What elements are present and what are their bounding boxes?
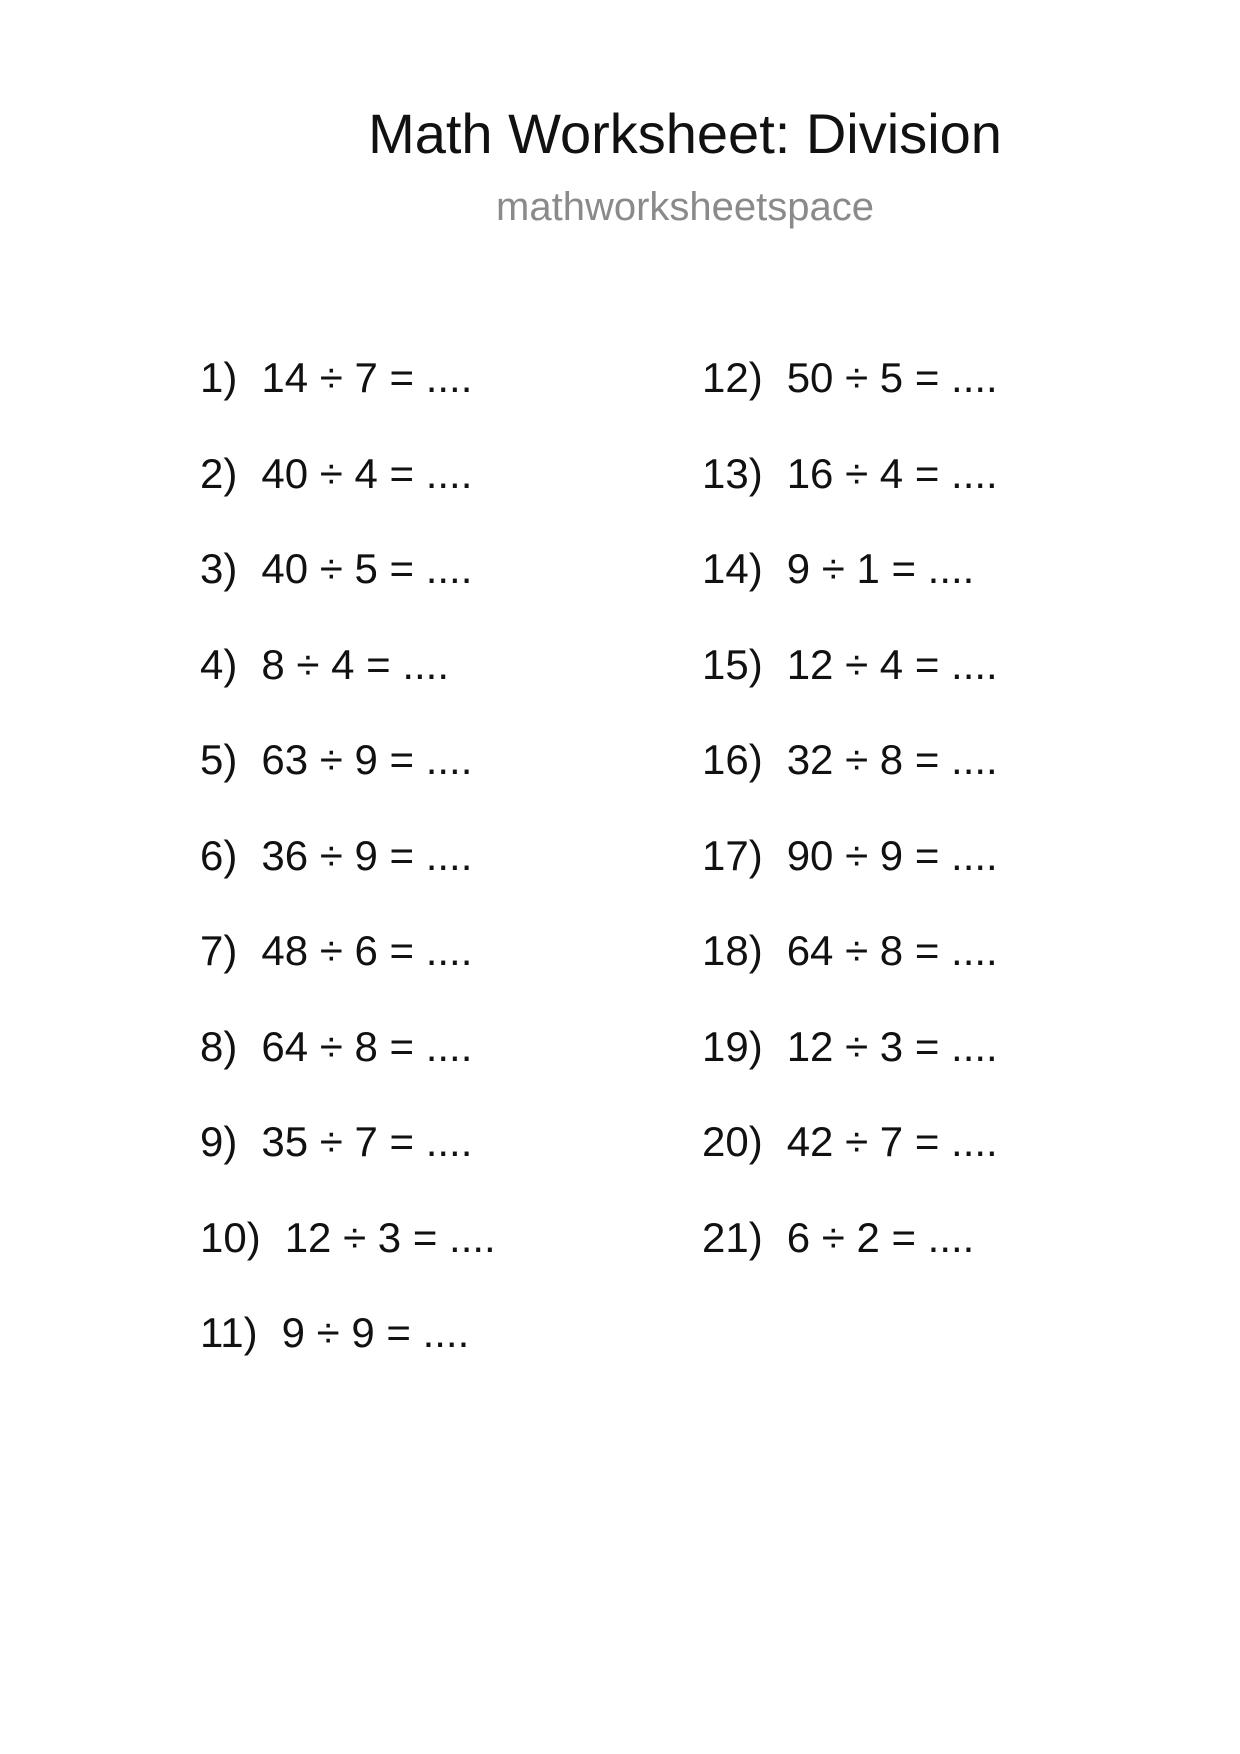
problem-number: 2): [200, 449, 238, 497]
problem-expression: 32 ÷ 8 = ....: [786, 736, 998, 783]
problem-item: [702, 736, 998, 832]
problem-item: [702, 1214, 998, 1310]
problem-number: 17): [702, 831, 763, 879]
problem-number: 8): [200, 1022, 238, 1070]
problem-expression: 12 ÷ 3 = ....: [786, 1022, 998, 1070]
problem-item: [702, 450, 998, 546]
problem-item: [702, 354, 998, 450]
problem-expression: 64 ÷ 8 = ....: [261, 1022, 473, 1070]
problem-item: [200, 1214, 496, 1310]
problem-expression: 40 ÷ 5 = ....: [261, 545, 473, 592]
problem-expression: 50 ÷ 5 = ....: [786, 354, 998, 401]
problem-expression: 14 ÷ 7 = ....: [261, 354, 473, 401]
problem-expression: 16 ÷ 4 = ....: [786, 449, 998, 497]
problem-item: [702, 641, 998, 737]
problem-expression: 35 ÷ 7 = ....: [261, 1118, 473, 1165]
problem-number: 1): [200, 354, 238, 401]
problems-right-column: [702, 354, 998, 1309]
problem-item: [702, 832, 998, 928]
problem-number: 16): [702, 736, 763, 783]
problem-item: [200, 832, 496, 928]
problem-number: 21): [702, 1213, 763, 1261]
page-title: Math Worksheet: Division: [368, 102, 1002, 165]
problem-expression: 9 ÷ 9 = ....: [281, 1309, 470, 1356]
problem-item: [702, 545, 998, 641]
page-subtitle: mathworksheetspace: [496, 185, 874, 229]
problem-expression: 64 ÷ 8 = ....: [786, 927, 998, 974]
problem-number: 14): [702, 545, 763, 592]
problem-item: [200, 736, 496, 832]
problem-expression: 9 ÷ 1 = ....: [786, 545, 975, 592]
problem-expression: 36 ÷ 9 = ....: [261, 831, 473, 879]
problem-item: [200, 545, 496, 641]
problem-number: 19): [702, 1022, 763, 1070]
problem-number: 7): [200, 927, 238, 974]
problem-expression: 6 ÷ 2 = ....: [786, 1213, 975, 1261]
problem-expression: 12 ÷ 4 = ....: [786, 640, 998, 688]
problem-number: 5): [200, 736, 238, 783]
problem-item: [702, 1118, 998, 1214]
problems-left-column: [200, 354, 496, 1405]
problem-number: 6): [200, 831, 238, 879]
problem-number: 13): [702, 449, 763, 497]
problem-expression: 48 ÷ 6 = ....: [261, 927, 473, 974]
problem-item: [702, 1023, 998, 1119]
problem-number: 10): [200, 1213, 261, 1261]
problem-item: [200, 354, 496, 450]
problem-item: [200, 1309, 496, 1405]
problem-expression: 63 ÷ 9 = ....: [261, 736, 473, 783]
problem-number: 3): [200, 545, 238, 592]
problem-number: 4): [200, 640, 238, 688]
problem-item: [200, 1023, 496, 1119]
problem-expression: 90 ÷ 9 = ....: [786, 831, 998, 879]
problem-item: [200, 450, 496, 546]
problem-item: [200, 927, 496, 1023]
problem-number: 20): [702, 1118, 763, 1165]
problem-number: 18): [702, 927, 763, 974]
problem-expression: 40 ÷ 4 = ....: [261, 449, 473, 497]
problem-number: 12): [702, 354, 763, 401]
problem-item: [200, 1118, 496, 1214]
problem-number: 11): [200, 1309, 258, 1356]
problem-expression: 12 ÷ 3 = ....: [284, 1213, 496, 1261]
problem-expression: 42 ÷ 7 = ....: [786, 1118, 998, 1165]
problem-item: [702, 927, 998, 1023]
problem-number: 15): [702, 640, 763, 688]
problem-expression: 8 ÷ 4 = ....: [261, 640, 450, 688]
problem-item: [200, 641, 496, 737]
problem-number: 9): [200, 1118, 238, 1165]
